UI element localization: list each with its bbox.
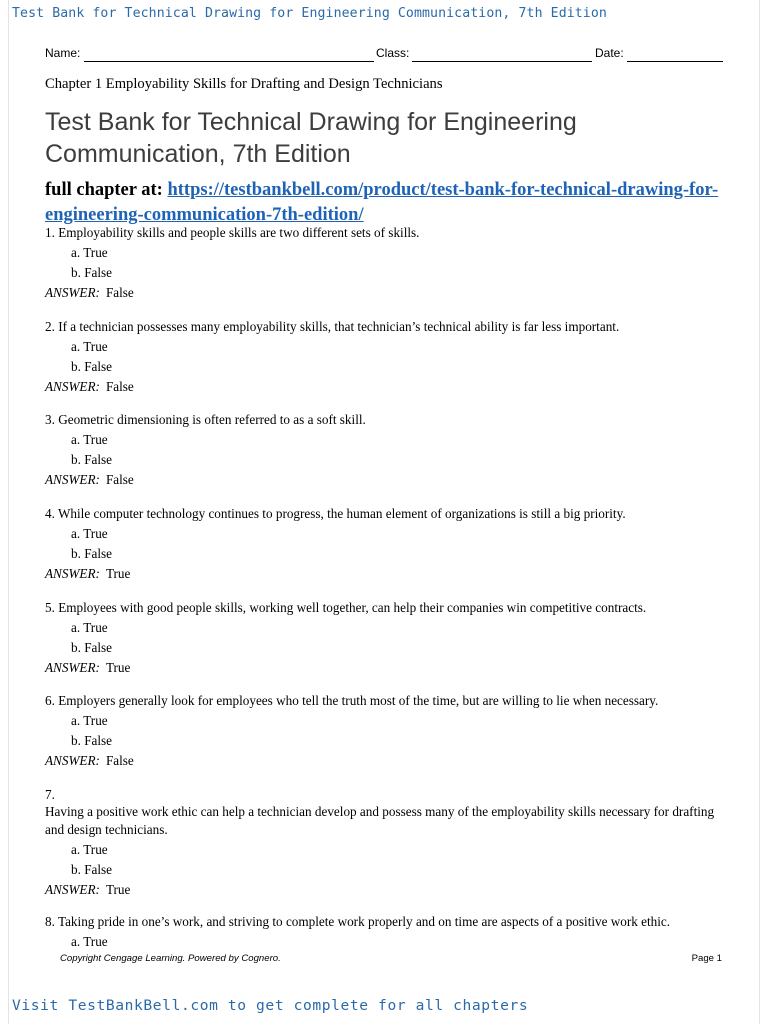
page-number: Page 1 <box>691 953 722 964</box>
answer-label: ANSWER: <box>45 660 100 675</box>
question-number: 7. <box>45 787 55 802</box>
option-true: a. True <box>71 934 108 949</box>
name-label: Name: <box>45 46 81 60</box>
answer-line <box>45 378 725 396</box>
date-label: Date: <box>595 46 624 60</box>
full-chapter-link[interactable]: https://testbankbell.com/product/test-bank-for-technical-drawing-for-engineering-communication-7th-edition/ <box>45 180 719 225</box>
option-false: b. False <box>71 640 113 655</box>
option-true: a. True <box>71 339 108 354</box>
answer-label: ANSWER: <box>45 566 100 581</box>
option-false: b. False <box>71 359 113 374</box>
footer-copyright: Copyright Cengage Learning. Powered by Cognero. <box>60 953 281 964</box>
option-true: a. True <box>71 713 108 728</box>
question-text: 6. Employers generally look for employees who tell the truth most of the time, but are willing to lie when necessary. <box>45 693 659 708</box>
option-true: a. True <box>71 432 108 447</box>
top-banner: Test Bank for Technical Drawing for Engineering Communication, 7th Edition <box>12 6 607 21</box>
question-2 <box>45 318 725 396</box>
class-label: Class: <box>376 46 410 60</box>
page-right-edge <box>759 0 760 1024</box>
answer-line <box>45 752 725 770</box>
option-false: b. False <box>71 452 113 467</box>
answer-label: ANSWER: <box>45 472 100 487</box>
chapter-heading: Chapter 1 Employability Skills for Drafting and Design Technicians <box>45 76 443 92</box>
option-false: b. False <box>71 733 113 748</box>
answer-line <box>45 471 725 489</box>
option-false: b. False <box>71 546 113 561</box>
option-true: a. True <box>71 620 108 635</box>
answer-label: ANSWER: <box>45 285 100 300</box>
answer-value: False <box>105 379 134 394</box>
question-4 <box>45 505 725 583</box>
option-true: a. True <box>71 842 108 857</box>
answer-value: True <box>105 660 131 675</box>
answer-value: False <box>105 285 134 300</box>
question-3 <box>45 411 725 489</box>
question-text: Having a positive work ethic can help a technician develop and possess many of the employability skills necessary for drafting and design technicians. <box>45 804 715 837</box>
question-1 <box>45 224 725 302</box>
question-text: 8. Taking pride in one’s work, and striving to complete work properly and on time are aspects of a positive work ethic. <box>45 914 671 929</box>
full-chapter-line <box>45 178 735 228</box>
answer-value: False <box>105 472 134 487</box>
question-text: 1. Employability skills and people skills are two different sets of skills. <box>45 225 420 240</box>
answer-label: ANSWER: <box>45 882 100 897</box>
question-text: 5. Employees with good people skills, working well together, can help their companies win competitive contracts. <box>45 600 647 615</box>
answer-line <box>45 565 725 583</box>
option-true: a. True <box>71 526 108 541</box>
question-6 <box>45 692 725 770</box>
answer-label: ANSWER: <box>45 753 100 768</box>
page-left-edge <box>8 0 9 1024</box>
class-field-line <box>412 61 592 62</box>
answer-value: True <box>105 882 131 897</box>
answer-value: True <box>105 566 131 581</box>
full-chapter-prefix: full chapter at: <box>45 180 168 200</box>
question-text: 2. If a technician possesses many employability skills, that technician’s technical ability is far less important. <box>45 319 620 334</box>
bottom-banner: Visit TestBankBell.com to get complete for all chapters <box>12 997 529 1014</box>
question-8 <box>45 913 725 951</box>
answer-label: ANSWER: <box>45 379 100 394</box>
answer-line <box>45 881 725 899</box>
question-text: 4. While computer technology continues to progress, the human element of organizations is still a big priority. <box>45 506 626 521</box>
question-5 <box>45 599 725 677</box>
answer-value: False <box>105 753 134 768</box>
option-true: a. True <box>71 245 108 260</box>
question-7 <box>45 786 725 899</box>
name-field-line <box>84 61 374 62</box>
date-field-line <box>627 61 723 62</box>
option-false: b. False <box>71 265 113 280</box>
page-title: Test Bank for Technical Drawing for Engineering Communication, 7th Edition <box>45 108 577 168</box>
option-false: b. False <box>71 862 113 877</box>
answer-line <box>45 284 725 302</box>
question-text: 3. Geometric dimensioning is often referred to as a soft skill. <box>45 412 366 427</box>
answer-line <box>45 659 725 677</box>
